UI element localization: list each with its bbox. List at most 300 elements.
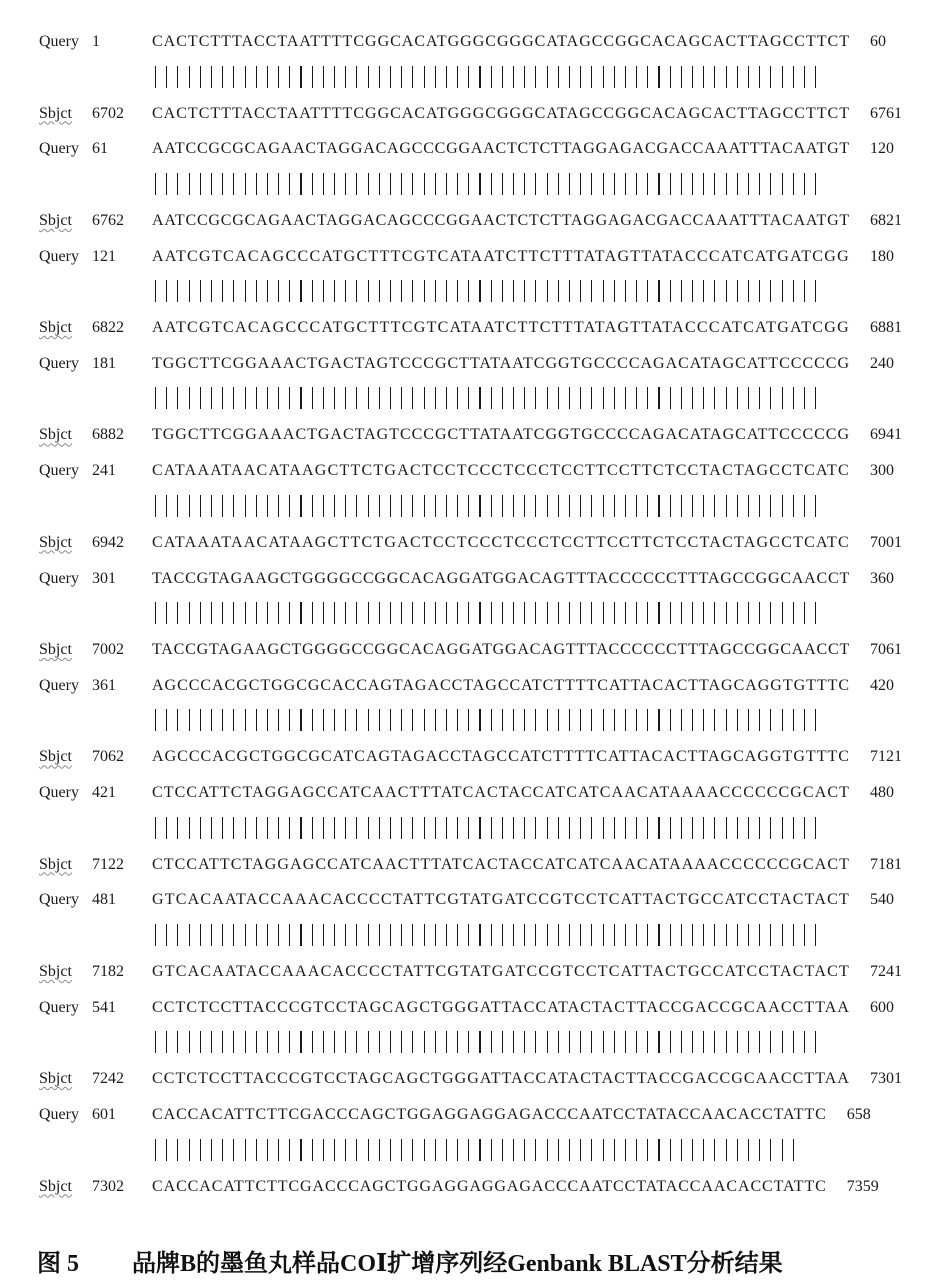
match-bar (479, 495, 480, 517)
match-bar (782, 924, 783, 946)
match-bar (569, 387, 570, 409)
match-bar (177, 173, 178, 195)
match-bar (435, 709, 436, 731)
query-start: 301 (92, 569, 116, 587)
match-bars (155, 387, 826, 411)
sbjct-row (0, 420, 943, 450)
sbjct-sequence: GTCACAATACCAAACACCCCTATTCGTATGATCCGTCCTCATTACTGCCATCCTACTACT (152, 962, 850, 980)
match-bar (390, 280, 391, 302)
sbjct-end: 7181 (869, 855, 902, 873)
match-bar (737, 173, 738, 195)
match-bar (479, 173, 480, 195)
match-bar (625, 173, 626, 195)
match-bar (636, 709, 637, 731)
match-bar (189, 924, 190, 946)
match-bar (435, 387, 436, 409)
match-bar (815, 602, 816, 624)
match-bar (524, 173, 525, 195)
match-bar (312, 1139, 313, 1161)
match-row (0, 277, 943, 307)
query-sequence: CTCCATTCTAGGAGCCATCAACTTTATCACTACCATCATCAACATAAAACCCCCCGCACT (152, 784, 850, 802)
match-bar (334, 602, 335, 624)
match-bar (412, 280, 413, 302)
sbjct-sequence: AGCCCACGCTGGCGCATCAGTAGACCTAGCCATCTTTTCATTACACTTAGCAGGTGTTTC (152, 748, 850, 766)
match-bar (479, 1031, 480, 1053)
match-bar (368, 1031, 369, 1053)
match-bar (446, 709, 447, 731)
match-bar (580, 66, 581, 88)
match-bar (312, 602, 313, 624)
match-bar (289, 924, 290, 946)
match-bar (211, 66, 212, 88)
match-bar (782, 817, 783, 839)
match-bar (491, 924, 492, 946)
match-bar (770, 495, 771, 517)
match-bar (759, 280, 760, 302)
match-bar (200, 495, 201, 517)
match-bar (703, 709, 704, 731)
match-bar (681, 387, 682, 409)
sbjct-start: 7242 (92, 1070, 124, 1088)
match-bar (312, 495, 313, 517)
match-bar (267, 173, 268, 195)
match-bar (401, 173, 402, 195)
query-end: 480 (869, 784, 894, 802)
match-bar (256, 280, 257, 302)
match-bar (815, 387, 816, 409)
match-bar (200, 709, 201, 731)
match-bar (658, 280, 659, 302)
match-bar (726, 1031, 727, 1053)
match-bar (345, 924, 346, 946)
match-bar (189, 817, 190, 839)
match-bar (748, 817, 749, 839)
match-bar (759, 1139, 760, 1161)
match-bar (256, 66, 257, 88)
match-bar (457, 495, 458, 517)
match-bar (245, 924, 246, 946)
match-bar (435, 495, 436, 517)
match-bar (614, 602, 615, 624)
match-bar (558, 1139, 559, 1161)
match-bar (759, 709, 760, 731)
match-bar (782, 1139, 783, 1161)
match-bar (681, 709, 682, 731)
match-bar (793, 495, 794, 517)
match-bar (748, 1031, 749, 1053)
match-bar (479, 66, 480, 88)
match-bar (748, 495, 749, 517)
match-bar (200, 66, 201, 88)
match-bar (569, 602, 570, 624)
match-bar (323, 387, 324, 409)
sbjct-start: 7062 (92, 748, 124, 766)
match-bars (155, 1139, 804, 1163)
match-bar (681, 173, 682, 195)
match-bar (569, 173, 570, 195)
match-bar (714, 817, 715, 839)
match-bar (222, 387, 223, 409)
match-bar (692, 1031, 693, 1053)
match-bar (692, 817, 693, 839)
match-bar (558, 817, 559, 839)
sbjct-row (0, 99, 943, 129)
match-bar (278, 1139, 279, 1161)
match-bar (524, 66, 525, 88)
match-bar (177, 1031, 178, 1053)
match-bar (580, 709, 581, 731)
figure-label: 图 5 (37, 1251, 79, 1277)
sbjct-label: Sbjct (39, 641, 72, 658)
query-start: 361 (92, 676, 116, 694)
match-bar (502, 387, 503, 409)
match-bar (726, 817, 727, 839)
match-bar (714, 173, 715, 195)
match-bar (390, 1031, 391, 1053)
match-bar (267, 66, 268, 88)
match-bar (222, 1139, 223, 1161)
match-bar (625, 602, 626, 624)
match-bar (726, 387, 727, 409)
match-row (0, 814, 943, 844)
match-bar (446, 280, 447, 302)
sbjct-end: 7121 (869, 748, 902, 766)
match-bar (166, 1031, 167, 1053)
match-bar (547, 280, 548, 302)
match-bar (155, 173, 156, 195)
match-bar (681, 495, 682, 517)
match-bar (356, 1139, 357, 1161)
match-bar (233, 1139, 234, 1161)
figure-caption-text: 品牌B的墨鱼丸样品COⅠ扩增序列经Genbank BLAST分析结果 (132, 1251, 783, 1277)
match-bar (166, 387, 167, 409)
query-start: 1 (92, 33, 100, 50)
match-bar (457, 387, 458, 409)
match-bar (446, 602, 447, 624)
match-bar (737, 1031, 738, 1053)
match-bar (323, 1031, 324, 1053)
query-sequence: TGGCTTCGGAAACTGACTAGTCCCGCTTATAATCGGTGCCCCAGACATAGCATTCCCCCG (152, 354, 850, 372)
match-bar (390, 66, 391, 88)
match-bar (726, 280, 727, 302)
match-bar (300, 173, 301, 195)
query-sequence: AATCCGCGCAGAACTAGGACAGCCCGGAACTCTCTTAGGAGACGACCAAATTTACAATGT (152, 140, 850, 158)
match-bar (580, 387, 581, 409)
match-row (0, 706, 943, 736)
match-bar (368, 280, 369, 302)
sbjct-end: 6881 (869, 319, 902, 337)
match-bar (737, 924, 738, 946)
match-bar (424, 602, 425, 624)
match-bar (726, 709, 727, 731)
match-bar (177, 387, 178, 409)
match-bar (412, 602, 413, 624)
query-start: 181 (92, 354, 116, 372)
match-bar (804, 495, 805, 517)
match-bar (524, 387, 525, 409)
match-bar (300, 495, 301, 517)
match-bar (177, 709, 178, 731)
match-bar (211, 1139, 212, 1161)
match-bar (345, 173, 346, 195)
match-bar (278, 280, 279, 302)
match-bar (401, 280, 402, 302)
match-bar (647, 602, 648, 624)
match-bar (793, 602, 794, 624)
match-bar (614, 495, 615, 517)
match-bar (424, 387, 425, 409)
match-bar (222, 924, 223, 946)
match-bar (502, 66, 503, 88)
match-bar (647, 1139, 648, 1161)
match-bar (233, 280, 234, 302)
match-bar (569, 924, 570, 946)
match-bar (278, 602, 279, 624)
match-bar (368, 173, 369, 195)
match-bars (155, 66, 826, 90)
match-bar (479, 924, 480, 946)
match-bar (379, 1031, 380, 1053)
match-bar (446, 495, 447, 517)
match-bar (748, 173, 749, 195)
match-bar (770, 709, 771, 731)
query-label: Query (39, 462, 79, 480)
match-bar (726, 602, 727, 624)
sbjct-start: 6762 (92, 211, 124, 229)
match-bar (535, 1139, 536, 1161)
match-bar (535, 66, 536, 88)
sbjct-row (0, 1064, 943, 1094)
query-sequence: CACTCTTTACCTAATTTTCGGCACATGGGCGGGCATAGCCGGCACAGCACTTAGCCTTCT (152, 33, 850, 50)
match-bar (267, 924, 268, 946)
match-bar (300, 924, 301, 946)
match-bar (468, 1139, 469, 1161)
query-row (0, 242, 943, 272)
match-bar (323, 817, 324, 839)
match-bar (692, 495, 693, 517)
match-bar (300, 280, 301, 302)
match-bar (636, 280, 637, 302)
match-bar (603, 817, 604, 839)
match-bar (390, 924, 391, 946)
match-bar (356, 1031, 357, 1053)
match-bar (692, 387, 693, 409)
match-bar (468, 387, 469, 409)
match-row (0, 63, 943, 93)
match-bar (513, 602, 514, 624)
match-bar (457, 817, 458, 839)
match-bar (222, 66, 223, 88)
match-bar (726, 1139, 727, 1161)
match-bar (166, 602, 167, 624)
match-bar (681, 280, 682, 302)
query-label: Query (39, 784, 79, 802)
sbjct-sequence: AATCGTCACAGCCCATGCTTTCGTCATAATCTTCTTTATAGTTATACCCATCATGATCGG (152, 319, 850, 337)
match-row (0, 921, 943, 951)
match-bar (647, 387, 648, 409)
match-bar (289, 66, 290, 88)
match-bar (155, 495, 156, 517)
match-bar (334, 709, 335, 731)
match-bar (166, 66, 167, 88)
match-bar (233, 709, 234, 731)
match-bar (323, 495, 324, 517)
match-bar (591, 1139, 592, 1161)
sbjct-start: 6882 (92, 426, 124, 444)
match-bar (737, 1139, 738, 1161)
match-bar (703, 66, 704, 88)
match-bar (782, 173, 783, 195)
query-start: 241 (92, 462, 116, 480)
match-bar (815, 817, 816, 839)
match-bar (815, 709, 816, 731)
match-bar (479, 1139, 480, 1161)
match-bar (491, 173, 492, 195)
match-bar (222, 280, 223, 302)
match-bar (502, 924, 503, 946)
match-bar (278, 387, 279, 409)
match-bar (368, 387, 369, 409)
match-bar (547, 924, 548, 946)
match-bar (491, 1031, 492, 1053)
match-bar (692, 709, 693, 731)
match-bar (435, 1139, 436, 1161)
match-bar (446, 1031, 447, 1053)
sbjct-sequence: CACTCTTTACCTAATTTTCGGCACATGGGCGGGCATAGCCGGCACAGCACTTAGCCTTCT (152, 104, 850, 122)
match-bar (211, 709, 212, 731)
match-bar (737, 66, 738, 88)
match-bar (401, 924, 402, 946)
sbjct-sequence: TGGCTTCGGAAACTGACTAGTCCCGCTTATAATCGGTGCCCCAGACATAGCATTCCCCCG (152, 426, 850, 444)
sbjct-label: Sbjct (39, 104, 72, 122)
match-bar (222, 602, 223, 624)
match-bar (603, 173, 604, 195)
match-bar (558, 66, 559, 88)
match-bar (748, 1139, 749, 1161)
match-bar (457, 280, 458, 302)
match-bar (815, 173, 816, 195)
match-bar (256, 1139, 257, 1161)
match-bar (614, 387, 615, 409)
match-bar (547, 602, 548, 624)
match-bar (278, 817, 279, 839)
sbjct-start: 6702 (92, 104, 124, 122)
match-bar (412, 173, 413, 195)
match-bar (714, 924, 715, 946)
match-bar (245, 602, 246, 624)
match-bar (804, 602, 805, 624)
match-bar (233, 602, 234, 624)
match-bar (166, 173, 167, 195)
sbjct-row (0, 742, 943, 772)
match-bar (614, 280, 615, 302)
match-bar (323, 280, 324, 302)
match-bar (379, 817, 380, 839)
match-bar (625, 817, 626, 839)
match-bar (379, 387, 380, 409)
match-bar (547, 66, 548, 88)
match-bar (569, 1139, 570, 1161)
query-end: 540 (869, 891, 894, 909)
match-row (0, 384, 943, 414)
query-sequence: CACCACATTCTTCGACCCAGCTGGAGGAGGAGACCCAATCCTATACCAACACCTATTC (152, 1106, 827, 1123)
match-bar (670, 1139, 671, 1161)
match-bar (312, 280, 313, 302)
sbjct-row (0, 206, 943, 236)
match-bar (513, 280, 514, 302)
query-label: Query (39, 354, 79, 372)
match-bar (591, 173, 592, 195)
match-bar (737, 602, 738, 624)
sbjct-start: 7122 (92, 855, 124, 873)
match-bar (558, 1031, 559, 1053)
match-bar (412, 709, 413, 731)
match-bar (424, 280, 425, 302)
match-bar (323, 924, 324, 946)
match-bar (681, 817, 682, 839)
match-bar (535, 1031, 536, 1053)
match-bar (334, 1139, 335, 1161)
match-bar (446, 924, 447, 946)
match-bar (457, 1031, 458, 1053)
match-bar (603, 495, 604, 517)
match-bar (815, 1031, 816, 1053)
match-bar (245, 66, 246, 88)
match-bar (390, 709, 391, 731)
query-end: 600 (870, 998, 895, 1016)
match-bar (189, 173, 190, 195)
match-bar (435, 66, 436, 88)
match-bar (211, 1031, 212, 1053)
sbjct-sequence: AATCCGCGCAGAACTAGGACAGCCCGGAACTCTCTTAGGAGACGACCAAATTTACAATGT (152, 211, 850, 229)
match-bar (782, 387, 783, 409)
match-bar (200, 602, 201, 624)
query-label: Query (39, 33, 79, 50)
match-bars (155, 280, 826, 304)
match-bar (479, 387, 480, 409)
match-bar (535, 709, 536, 731)
match-row (0, 1028, 943, 1058)
match-bar (222, 709, 223, 731)
match-bar (356, 602, 357, 624)
match-bar (334, 173, 335, 195)
match-bar (424, 66, 425, 88)
match-bar (379, 924, 380, 946)
match-bar (647, 66, 648, 88)
match-bar (401, 66, 402, 88)
query-label: Query (39, 998, 79, 1016)
match-bar (379, 280, 380, 302)
match-bar (334, 387, 335, 409)
query-start: 421 (92, 784, 116, 802)
query-end: 300 (869, 462, 894, 480)
match-bar (245, 173, 246, 195)
match-bar (591, 66, 592, 88)
match-bar (558, 495, 559, 517)
match-bar (468, 817, 469, 839)
match-bar (547, 1139, 548, 1161)
match-bar (591, 495, 592, 517)
sbjct-row (0, 313, 943, 343)
match-bar (670, 173, 671, 195)
match-bar (289, 173, 290, 195)
match-bar (390, 387, 391, 409)
match-bar (658, 1031, 659, 1053)
match-row (0, 170, 943, 200)
match-bar (703, 280, 704, 302)
match-bar (256, 387, 257, 409)
match-bar (580, 1031, 581, 1053)
